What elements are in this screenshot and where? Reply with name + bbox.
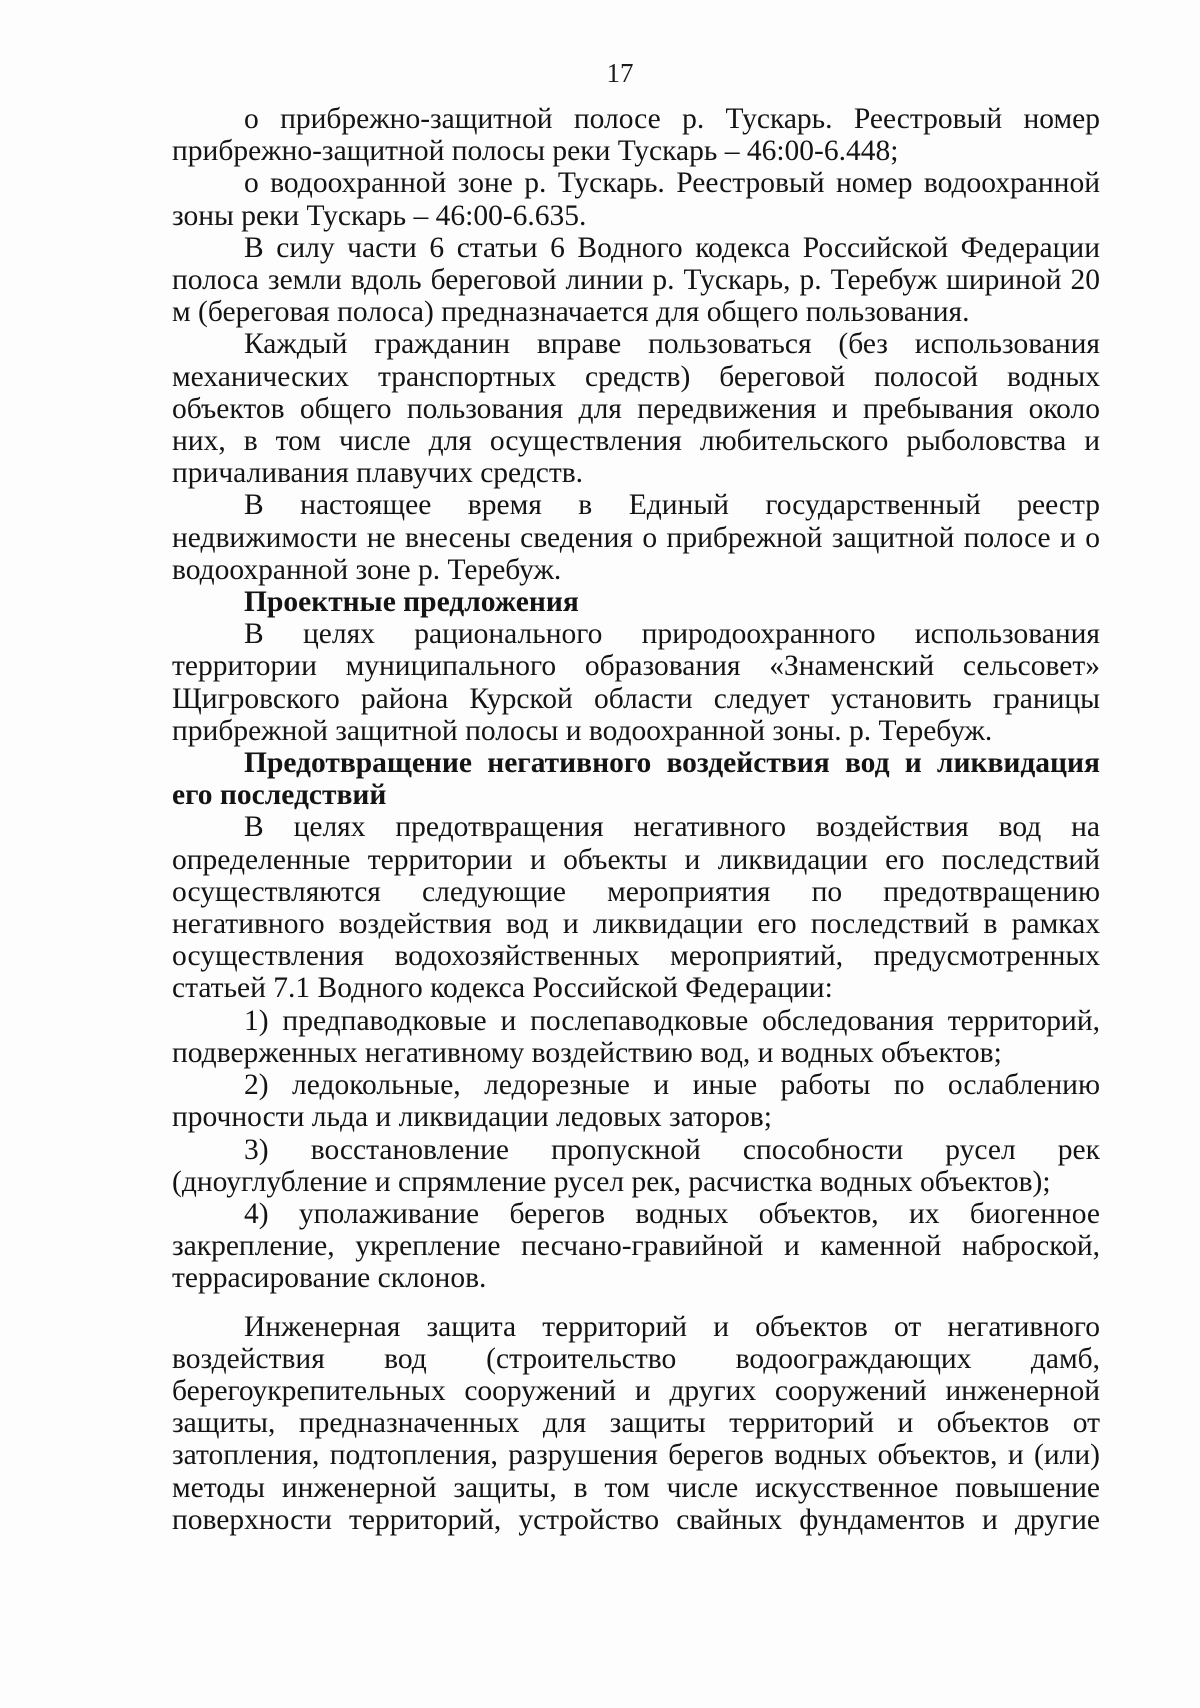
heading-negative-impact-prevention: Предотвращение негативного воздействия вод и ликвидация его последствий: [172, 747, 1100, 812]
list-item-4: 4) уполаживание берегов водных объектов, их биогенное закрепление, укрепление песчано-гравийной и каменной наброской, террасирование склонов.: [172, 1197, 1100, 1295]
document-body: [172, 103, 1100, 1536]
paragraph-prevention-measures: В целях предотвращения негативного воздействия вод на определенные территории и объекты и ликвидации его последствий осуществляются следующие мероприятия по предотвращению негативного воздействия вод и ликвидации его последствий в рамках осуществления водохозяйственных мероприятий, предусмотренных статьей 7.1 Водного кодекса Российской Федерации:: [172, 811, 1100, 1005]
paragraph-water-protection-zone: о водоохранной зоне р. Тускарь. Реестровый номер водоохранной зоны реки Тускарь – 46:00-6.635.: [172, 167, 1100, 232]
heading-project-proposals: Проектные предложения: [244, 586, 579, 619]
paragraph-citizen-rights: Каждый гражданин вправе пользоваться (без использования механических транспортных средств) береговой полосой водных объектов общего пользования для передвижения и пребывания около них, в том числе для осуществления любительского рыболовства и причаливания плавучих средств.: [172, 328, 1100, 490]
list-item-2: 2) ледокольные, ледорезные и иные работы по ослаблению прочности льда и ликвидации ледовых заторов;: [172, 1069, 1100, 1134]
list-item-3: 3) восстановление пропускной способности русел рек (дноуглубление и спрямление русел рек, расчистка водных объектов);: [172, 1133, 1100, 1198]
list-item-1: 1) предпаводковые и послепаводковые обследования территорий, подверженных негативному воздействию вод, и водных объектов;: [172, 1004, 1100, 1069]
paragraph-shoreline-strip: В силу части 6 статьи 6 Водного кодекса Российской Федерации полоса земли вдоль береговой линии р. Тускарь, р. Теребуж шириной 20 м (береговая полоса) предназначается для общего пользования.: [172, 231, 1100, 329]
paragraph-project-proposals: В целях рационального природоохранного использования территории муниципального образования «Знаменский сельсовет» Щигровского района Курской области следует установить границы прибрежной защитной полосы и водоохранной зоны. р. Теребуж.: [172, 618, 1100, 747]
paragraph-coastal-protection-strip: о прибрежно-защитной полосе р. Тускарь. Реестровый номер прибрежно-защитной полосы реки Тускарь – 46:00-6.448;: [172, 103, 1100, 168]
page-number: 17: [606, 58, 634, 88]
paragraph-engineering-protection: Инженерная защита территорий и объектов от негативного воздействия вод (строительство водоограждающих дамб, берегоукрепительных сооружений и других сооружений инженерной защиты, предназначенных для защиты территорий и объектов от затопления, подтопления, разрушения берегов водных объектов, и (или) методы инженерной защиты, в том числе искусственное повышение поверхности территорий, устройство свайных фундаментов и другие: [172, 1310, 1100, 1536]
paragraph-registry-status: В настоящее время в Единый государственный реестр недвижимости не внесены сведения о прибрежной защитной полосе и о водоохранной зоне р. Теребуж.: [172, 489, 1100, 586]
